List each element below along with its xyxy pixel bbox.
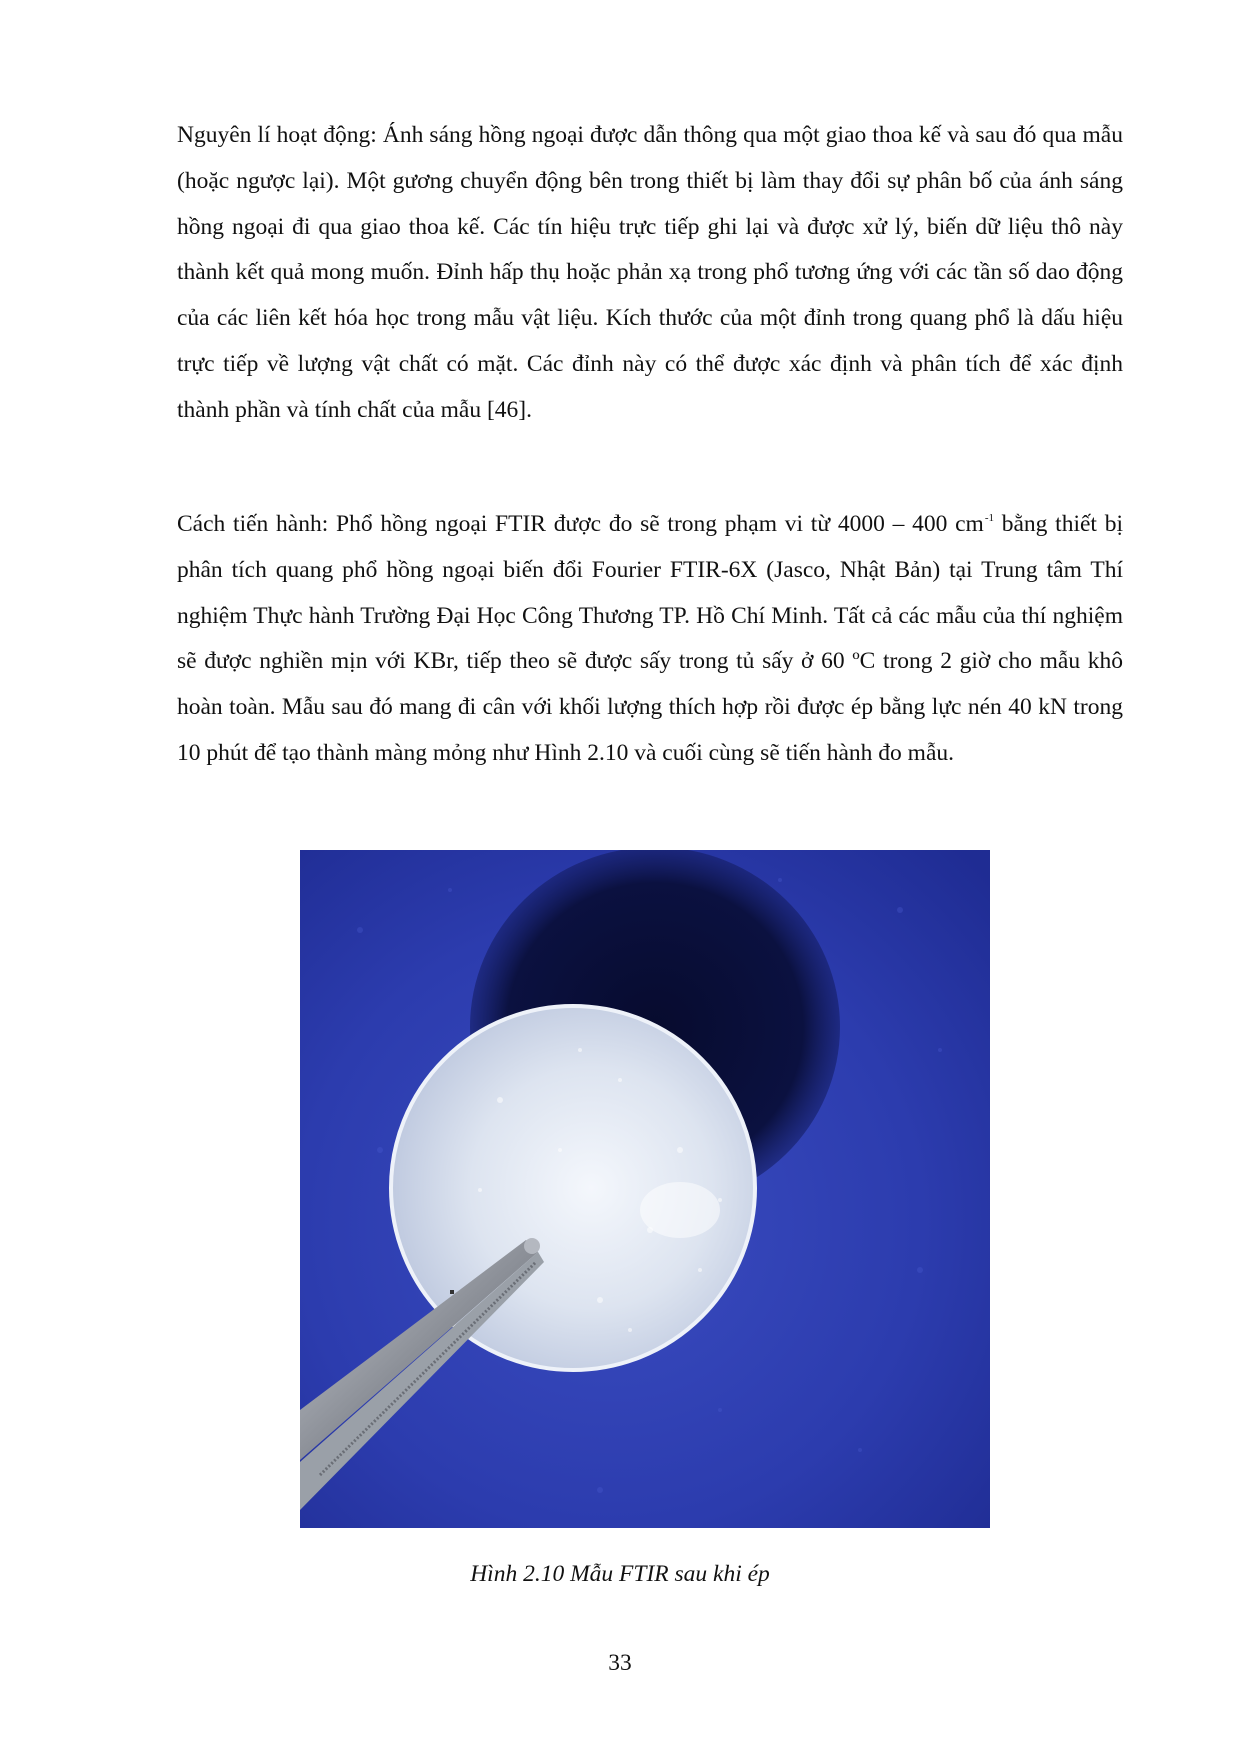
principle-paragraph: Nguyên lí hoạt động: Ánh sáng hồng ngoại được dẫn thông qua một giao thoa kế và sau đó qua mẫu (hoặc ngược lại). Một gương chuyển động bên trong thiết bị làm thay đổi sự phân bố của ánh sáng hồng ngoại đi qua giao thoa kế. Các tín hiệu trực tiếp ghi lại và được xử lý, biến dữ liệu thô này thành kết quả mong muốn. Đỉnh hấp thụ hoặc phản xạ trong phổ tương ứng với các tần số dao động của các liên kết hóa học trong mẫu vật liệu. Kích thước của một đỉnh trong quang phổ là dấu hiệu trực tiếp về lượng vật chất có mặt. Các đỉnh này có thể được xác định và phân tích để xác định thành phần và tính chất của mẫu [46]. (177, 122, 1123, 423)
procedure-text-start: Cách tiến hành: Phổ hồng ngoại FTIR được đo sẽ trong phạm vi từ 4000 – 400 cm (177, 511, 984, 537)
figure-caption: Hình 2.10 Mẫu FTIR sau khi ép (470, 1561, 770, 1587)
procedure-text-end: bằng thiết bị phân tích quang phổ hồng ngoại biến đổi Fourier FTIR-6X (Jasco, Nhật Bản) tại Trung tâm Thí nghiệm Thực hành Trường Đại Học Công Thương TP. Hồ Chí Minh. Tất cả các mẫu của thí nghiệm sẽ được nghiền mịn với KBr, tiếp theo sẽ được sấy trong tủ sấy ở 60 ºC trong 2 giờ cho mẫu khô hoàn toàn. Mẫu sau đó mang đi cân với khối lượng thích hợp rồi được ép bằng lực nén 40 kN trong 10 phút để tạo thành màng mỏng như Hình 2.10 và cuối cùng sẽ tiến hành đo mẫu. (177, 511, 1123, 766)
unit-superscript: -1 (984, 512, 994, 524)
procedure-paragraph (177, 502, 1123, 777)
page-number: 33 (608, 1650, 632, 1676)
pellet-highlight (640, 1182, 720, 1238)
ftir-pellet-photo (300, 850, 990, 1528)
